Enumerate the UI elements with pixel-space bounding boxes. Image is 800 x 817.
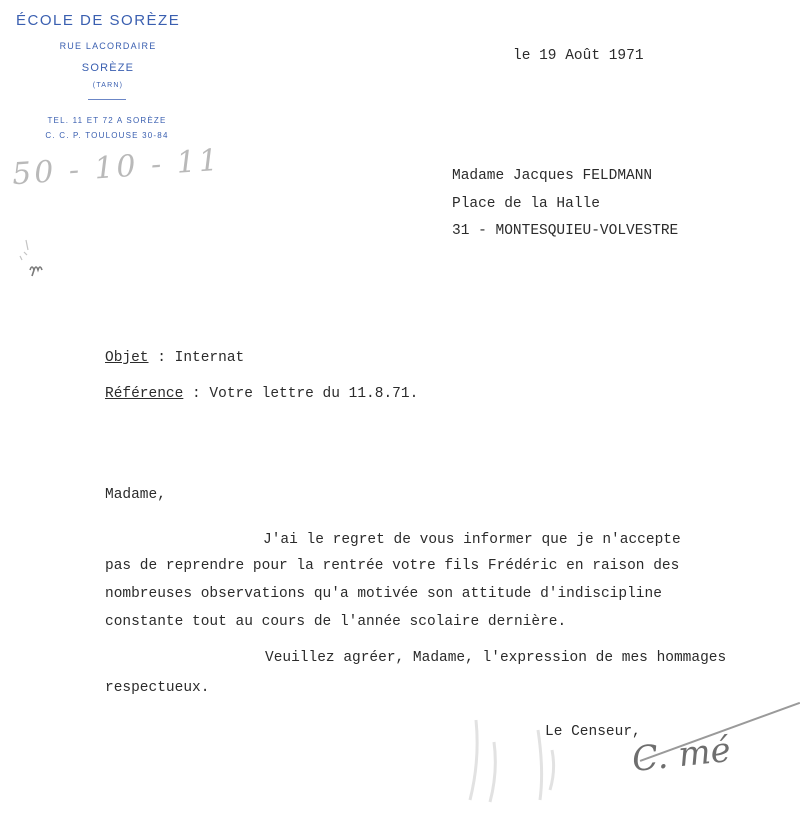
reference-value: : Votre lettre du 11.8.71.: [183, 386, 419, 402]
handwritten-reference-number: 50 - 10 - 11: [11, 142, 222, 193]
letterhead-school-name: ÉCOLE DE SORÈZE: [16, 12, 181, 29]
body-line-1-text: J'ai le regret de vous informer que je n'accepte: [263, 532, 681, 548]
closing-line-1: Veuillez agréer, Madame, l'expression de mes hommages: [265, 650, 727, 666]
body-line-3: nombreuses observations qu'a motivée son attitude d'indiscipline: [105, 586, 662, 602]
letterhead-telephone: TEL. 11 ET 72 A SORÈZE: [47, 116, 167, 125]
pencil-marks-icon: [440, 690, 580, 810]
signature: C. mé: [630, 729, 733, 781]
body-line-4: constante tout au cours de l'année scolaire dernière.: [105, 614, 567, 630]
reference-label: Référence: [105, 386, 184, 402]
salutation: Madame,: [105, 487, 166, 503]
closing-line-2: respectueux.: [105, 680, 210, 696]
letterhead-department: (TARN): [92, 82, 124, 89]
letterhead-postal-account: C. C. P. TOULOUSE 30-84: [45, 131, 169, 140]
letterhead-divider: [88, 99, 126, 100]
signoff-title: Le Censeur,: [545, 724, 641, 740]
subject-label: Objet: [105, 350, 149, 366]
letterhead-street: RUE LACORDAIRE: [59, 41, 157, 51]
recipient-name: Madame Jacques FELDMANN: [452, 168, 653, 184]
reference-line: [105, 386, 418, 402]
stamp-mark-icon: [14, 236, 54, 286]
subject-line: [105, 350, 244, 366]
letter-date: le 19 Août 1971: [513, 48, 644, 64]
letterhead-town: SORÈZE: [81, 62, 135, 74]
recipient-street: Place de la Halle: [452, 196, 600, 212]
subject-value: : Internat: [148, 350, 245, 366]
body-line-2: pas de reprendre pour la rentrée votre fils Frédéric en raison des: [105, 558, 680, 574]
recipient-city: 31 - MONTESQUIEU-VOLVESTRE: [452, 223, 679, 239]
body-line-1: [105, 532, 681, 548]
